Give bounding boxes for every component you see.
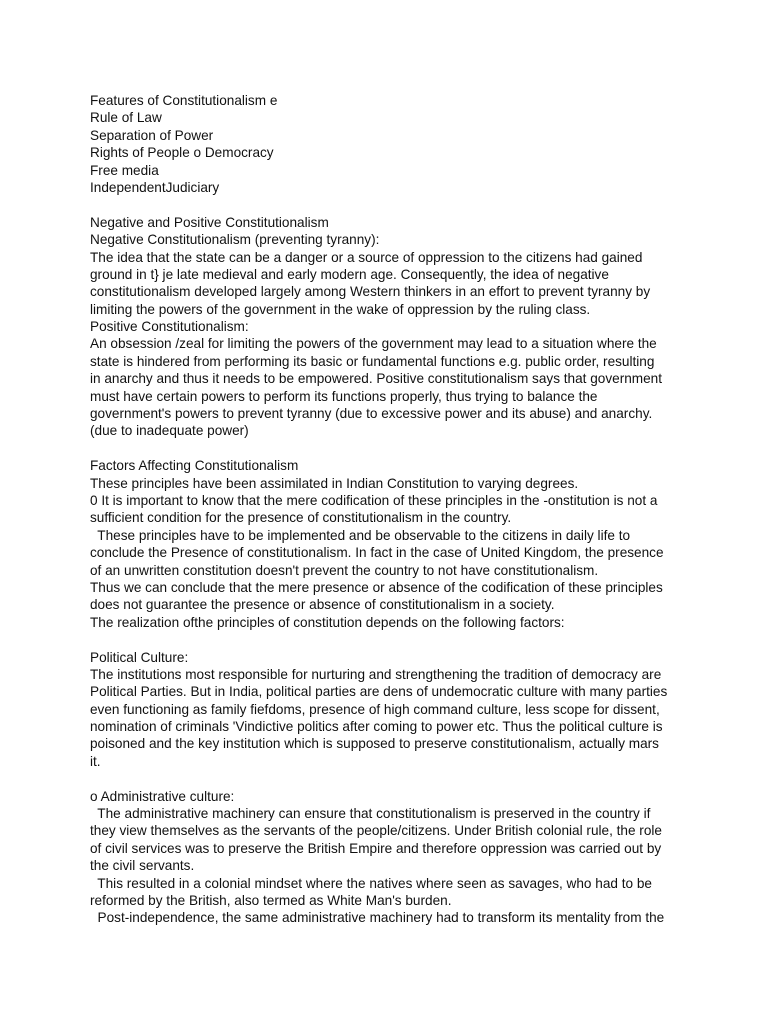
- factors-text-line: 0 It is important to know that the mere codification of these principles in the -onstitution is not a: [90, 492, 658, 508]
- administrative-culture-text-line: they view themselves as the servants of the people/citizens. Under British colonial rule, the role: [90, 823, 662, 839]
- spacer: [90, 440, 690, 457]
- factors-text-line: These principles have to be implemented and be observable to the citizens in daily life to: [90, 527, 631, 543]
- factors-text-line: conclude the Presence of constitutionalism. In fact in the case of United Kingdom, the presence: [90, 545, 664, 561]
- feature-item: Rights of People o Democracy: [90, 145, 274, 161]
- positive-heading: Positive Constitutionalism:: [90, 319, 249, 335]
- political-culture-text-line: it.: [90, 753, 101, 769]
- factors-text-line: The realization ofthe principles of constitution depends on the following factors:: [90, 614, 565, 630]
- negative-text-line: constitutionalism developed largely among Western thinkers in an effort to prevent tyranny by: [90, 284, 651, 300]
- factors-text-line: of an unwritten constitution doesn't prevent the country to not have constitutionalism.: [90, 562, 599, 578]
- political-culture-text-line: even functioning as family fiefdoms, presence of high command culture, less scope for dissent,: [90, 701, 660, 717]
- factors-text-line: does not guarantee the presence or absence of constitutionalism in a society.: [90, 597, 555, 613]
- factors-heading: Factors Affecting Constitutionalism: [90, 458, 299, 474]
- positive-text-line: state is hindered from performing its basic or fundamental functions e.g. public order, resulting: [90, 353, 655, 369]
- administrative-culture-heading: o Administrative culture:: [90, 788, 235, 804]
- negative-heading: Negative Constitutionalism (preventing tyranny):: [90, 232, 380, 248]
- spacer: [90, 196, 690, 213]
- positive-text-line: in anarchy and thus it needs to be empowered. Positive constitutionalism says that government: [90, 371, 663, 387]
- feature-item: IndependentJudiciary: [90, 179, 220, 195]
- negative-text-line: ground in t} je late medieval and early modern age. Consequently, the idea of negative: [90, 266, 609, 282]
- political-culture-text-line: nomination of criminals 'Vindictive politics after coming to power etc. Thus the political culture is: [90, 719, 663, 735]
- administrative-culture-text-line: Post-independence, the same administrative machinery had to transform its mentality from the: [90, 910, 665, 926]
- neg-pos-heading: Negative and Positive Constitutionalism: [90, 214, 329, 230]
- positive-text-line: An obsession /zeal for limiting the powers of the government may lead to a situation where the: [90, 336, 657, 352]
- positive-text-line: government's powers to prevent tyranny (due to excessive power and its abuse) and anarchy.: [90, 406, 653, 422]
- features-heading: Features of Constitutionalism e: [90, 93, 278, 108]
- administrative-culture-text-line: the civil servants.: [90, 858, 195, 874]
- administrative-culture-text-line: This resulted in a colonial mindset where the natives where seen as savages, who had to be: [90, 875, 652, 891]
- political-culture-text-line: The institutions most responsible for nurturing and strengthening the tradition of democracy are: [90, 666, 662, 682]
- spacer: [90, 631, 690, 648]
- feature-item: Free media: [90, 162, 159, 178]
- feature-item: Separation of Power: [90, 127, 214, 143]
- political-culture-text-line: Political Parties. But in India, political parties are dens of undemocratic culture with many parties: [90, 684, 668, 700]
- spacer: [90, 770, 690, 787]
- factors-text-line: Thus we can conclude that the mere presence or absence of the codification of these principles: [90, 579, 663, 595]
- factors-text-line: These principles have been assimilated in Indian Constitution to varying degrees.: [90, 475, 579, 491]
- factors-text-line: sufficient condition for the presence of constitutionalism in the country.: [90, 510, 512, 526]
- positive-text-line: (due to inadequate power): [90, 423, 249, 439]
- feature-item: Rule of Law: [90, 110, 162, 126]
- negative-text-line: The idea that the state can be a danger or a source of oppression to the citizens had gained: [90, 249, 643, 265]
- administrative-culture-text-line: reformed by the British, also termed as White Man's burden.: [90, 892, 452, 908]
- administrative-culture-text-line: of civil services was to preserve the British Empire and therefore oppression was carried out by: [90, 840, 662, 856]
- administrative-culture-text-line: The administrative machinery can ensure that constitutionalism is preserved in the country if: [90, 806, 651, 822]
- positive-text-line: must have certain powers to perform its functions properly, thus trying to balance the: [90, 388, 598, 404]
- document-page: [90, 92, 690, 927]
- political-culture-text-line: poisoned and the key institution which is supposed to preserve constitutionalism, actually mars: [90, 736, 659, 752]
- negative-text-line: limiting the powers of the government in the wake of oppression by the ruling class.: [90, 301, 591, 317]
- political-culture-heading: Political Culture:: [90, 649, 189, 665]
